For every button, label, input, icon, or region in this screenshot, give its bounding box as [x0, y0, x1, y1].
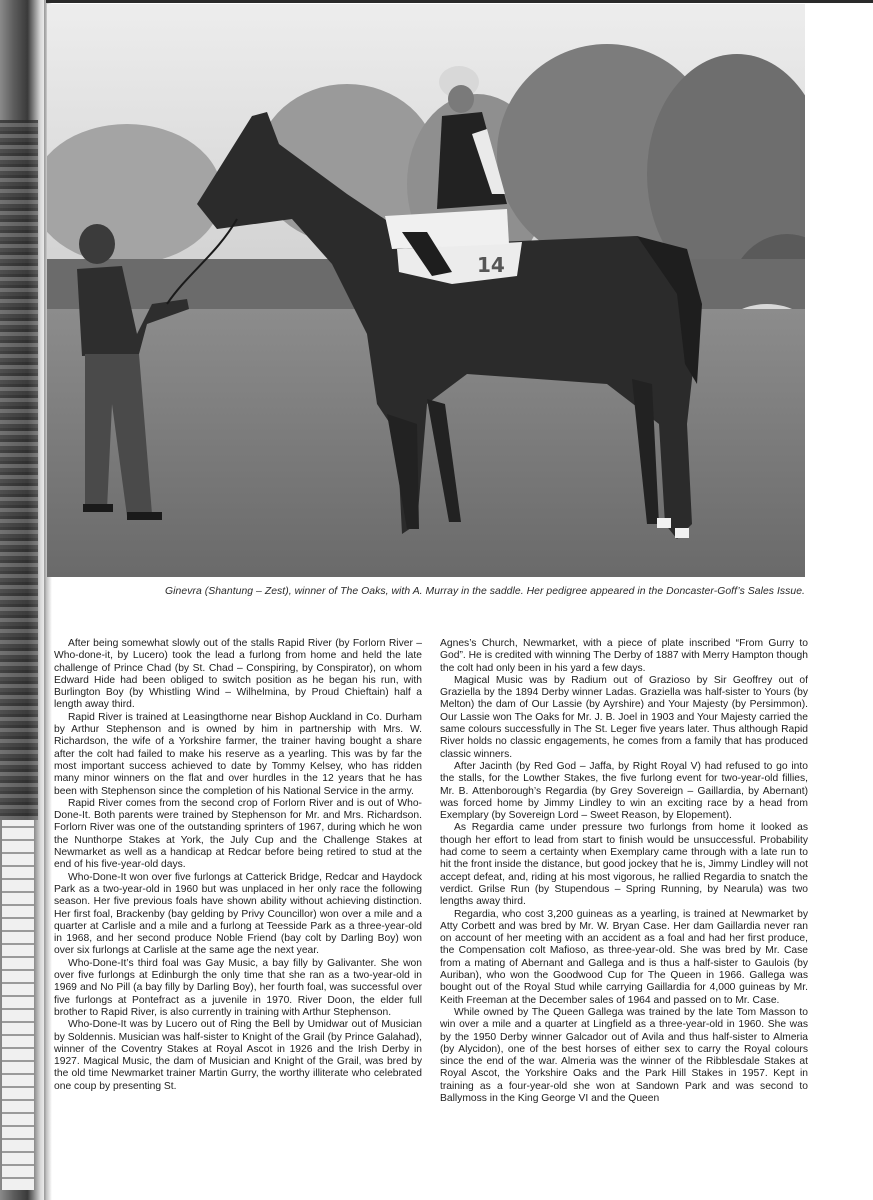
paragraph: Who-Done-It’s third foal was Gay Music, a bay filly by Galivanter. She won over five furlongs at Edinburgh the only time that she ran as a two-year-old in 1969 and No Pill (a bay filly by Darling Boy), her fourth foal, was successful over five furlongs at Pontefract as a juvenile in 1970. River Doon, the elder full brother to Rapid River, is also currently in training with Arthur Stephenson. — [54, 957, 422, 1018]
photo-caption: Ginevra (Shantung – Zest), winner of The Oaks, with A. Murray in the saddle. Her pedigree appeared in the Doncaster-Goff’s Sales Issue. — [165, 586, 805, 597]
paragraph: Regardia, who cost 3,200 guineas as a yearling, is trained at Newmarket by Atty Corbett and was bred by Mr. W. Bryan Case. Her dam Gaillardia never ran on account of her meeting with an accident as a foal and had her first produce, the Compensation colt Mafioso, as three-year-old. She was bred by Mr. Case from a mating of Abernant and Gallega and is thus a half-sister to Gaulois (by Auriban), who won the Goodwood Cup for The Queen in 1966. Gallega was bought out of the Royal Stud while carrying Gaillardia for 4,000 guineas by Mr. Keith Freeman at the December sales of 1964 and passed on to Mr. Case. — [440, 908, 808, 1006]
paragraph: After Jacinth (by Red God – Jaffa, by Right Royal V) had refused to go into the stalls, for the Lowther Stakes, the five furlong event for two-year-old fillies, Mr. B. Attenborough’s Regardia (by Grey Sovereign – Gaillardia, by Abernant) was forced home by Jimmy Lindley to win an exciting race by a head from Exemplary (by Sovereign Lord – Sweet Reason, by Elopement). — [440, 760, 808, 822]
previous-page-text-fragment — [2, 820, 34, 1190]
article-column-right — [440, 638, 808, 1105]
saddle-cloth-number: 14 — [477, 253, 505, 277]
paragraph: Rapid River is trained at Leasingthorne near Bishop Auckland in Co. Durham by Arthur Stephenson and is owned by him in partnership with Mrs. W. Richardson, the wife of a Yorkshire farmer, the trainer having bought a share after the colt had failed to make his reserve as a yearling. This was by far the most important success achieved to date by Tommy Kelsey, who has ridden many minor winners on the flat and over hurdles in the 12 years that he has been with Stephenson since the completion of his National Service in the army. — [54, 711, 422, 797]
horse-photograph — [47, 4, 805, 577]
previous-page-photo-fragment — [0, 120, 38, 820]
paragraph-continued: Agnes’s Church, Newmarket, with a piece of plate inscribed “From Gurry to God”. He is credited with winning The Derby of 1887 with Merry Hampton though the colt had only been in his yard a few days. — [440, 638, 808, 674]
paragraph: While owned by The Queen Gallega was trained by the late Tom Masson to win over a mile and a quarter at Lingfield as a three-year-old in 1960. She was by the 1950 Derby winner Galcador out of Avila and thus half-sister to Almeria (by Alycidon), one of the best horses of either sex to carry the Royal colours since the end of the war. Almeria was the winner of the Ribblesdale Stakes at Royal Ascot, the Yorkshire Oaks and the Park Hill Stakes in 1957. Kept in training as a four-year-old she won at Sandown Park and was second to Ballymoss in the King George VI and the Queen — [440, 1006, 808, 1104]
paragraph: Who-Done-It won over five furlongs at Catterick Bridge, Redcar and Haydock Park as a two-year-old in 1960 but was unplaced in her only race the following season. Her five previous foals have shown ability without achieving distinction. Her first foal, Brackenby (bay gelding by Privy Councillor) won over a mile and a quarter at Carlisle and a mile and a furlong at Teesside Park as a three-year-old in 1968, and her second produce Noble Friend (bay colt by Darling Boy) won over six furlongs at Carlisle at the same age the next year. — [54, 871, 422, 957]
top-rule — [46, 0, 873, 3]
article-column-left — [54, 638, 422, 1093]
paragraph: After being somewhat slowly out of the stalls Rapid River (by Forlorn River – Who-done-it, by Lucero) took the lead a furlong from home and held the late challenge of Prince Chad (by St. Chad – Conspiring, by Conspirator), on whom Edward Hide had been obliged to switch position as he began his run, with Burlington Boy (by Whistling Wind – Wilhelmina, by Proud Chieftain) half a length away third. — [54, 638, 422, 711]
paragraph: Who-Done-It was by Lucero out of Ring the Bell by Umidwar out of Musician by Soldennis. Musician was half-sister to Knight of the Grail (by Prince Galahad), winner of the Coventry Stakes at Royal Ascot in 1926 and the Irish Derby in 1927. Magical Music, the dam of Musician and Knight of the Grail, was bred by the old time Newmarket trainer Martin Gurry, the worthy illiterate who celebrated one coup by presenting St. — [54, 1019, 422, 1092]
previous-page-edge — [0, 0, 46, 1200]
paragraph: Rapid River comes from the second crop of Forlorn River and is out of Who-Done-It. Both parents were trained by Stephenson for Mr. and Mrs. Richardson. Forlorn River was one of the outstanding sprinters of 1967, during which he won the Nunthorpe Stakes at York, the July Cup and the Challenge Stakes at Newmarket as well as a handicap at Redcar before being retired to stud at the end of his five-year-old days. — [54, 797, 422, 871]
paragraph: Magical Music was by Radium out of Grazioso by Sir Geoffrey out of Graziella by the 1894 Derby winner Ladas. Graziella was half-sister to Yours (by Melton) the dam of Our Lassie (by Ayrshire) and Your Majesty (by Persimmon). Our Lassie won The Oaks for Mr. J. B. Joel in 1903 and Your Majesty carried the same colours successfully in The St. Leger five years later. Thus although Rapid River holds no classic engagements, he comes from a family that has produced classic winners. — [440, 674, 808, 760]
paragraph: As Regardia came under pressure two furlongs from home it looked as though her effort to lead from start to finish would be unsuccessful. Probability had come to seem a certainty when Exemplary came through with a late run to hit the front inside the distance, but good jockey that he is, Jimmy Lindley will not accept defeat, and, riding at his most vigorous, he rallied Regardia to snatch the verdict. Grilse Run (by Stupendous – Spring Running, by Nearula) was two lengths away third. — [440, 822, 808, 908]
